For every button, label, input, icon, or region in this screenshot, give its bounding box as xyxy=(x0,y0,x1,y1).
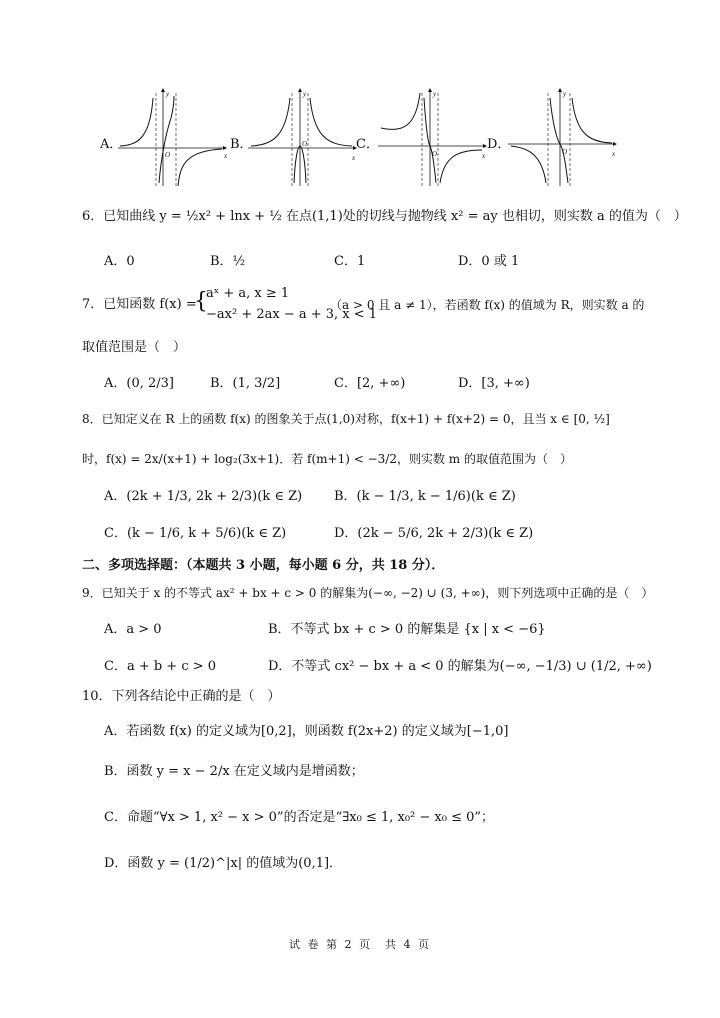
q8-stem-line2: 时，f(x) = 2x/(x+1) + log₂(3x+1)．若 f(m+1) < −3/2，则实数 m 的取值范围为（ ） xyxy=(82,452,572,466)
q9-stem: 9．已知关于 x 的不等式 ax² + bx + c > 0 的解集为(−∞, −2) ∪ (3, +∞)，则下列选项中正确的是（ ） xyxy=(82,586,654,600)
svg-text:x: x xyxy=(482,152,486,160)
page-footer: 试 卷 第 2 页 共 4 页 xyxy=(289,938,431,951)
q5-option-a-label[interactable]: A． xyxy=(100,137,123,152)
q8-option-d[interactable]: D．(2k − 5/6, 2k + 2/3)(k ∈ Z) xyxy=(334,526,534,541)
q7-option-b[interactable]: B．(1, 3/2] xyxy=(210,376,281,391)
q6-stem: 6．已知曲线 y = ½x² + lnx + ½ 在点(1,1)处的切线与抛物线 x² = ay 也相切，则实数 a 的值为（ ） xyxy=(82,209,687,224)
q5-option-d-label[interactable]: D． xyxy=(487,137,511,152)
q7-piece-2: −ax² + 2ax − a + 3, x < 1 xyxy=(206,307,378,322)
x-axis-label: x xyxy=(224,152,228,160)
section-2-title: 二、多项选择题：（本题共 3 小题，每小题 6 分，共 18 分）． xyxy=(82,558,445,573)
q6-option-b[interactable]: B．½ xyxy=(210,254,246,269)
q7-stem-line2: 取值范围是（ ） xyxy=(82,340,187,355)
q5-option-c-label[interactable]: C． xyxy=(356,137,379,152)
q10-option-c[interactable]: C．命题“∀x > 1, x² − x > 0”的否定是“∃x₀ ≤ 1, x₀² − x₀ ≤ 0”； xyxy=(104,810,495,825)
svg-text:y: y xyxy=(303,90,307,98)
svg-text:O: O xyxy=(562,148,568,156)
q6-option-d[interactable]: D．0 或 1 xyxy=(458,254,520,269)
svg-text:O: O xyxy=(432,150,438,158)
q8-option-b[interactable]: B．(k − 1/3, k − 1/6)(k ∈ Z) xyxy=(334,489,516,504)
q8-option-a[interactable]: A．(2k + 1/3, 2k + 2/3)(k ∈ Z) xyxy=(104,489,303,504)
q7-option-a[interactable]: A．(0, 2/3] xyxy=(104,376,174,391)
q9-option-b[interactable]: B．不等式 bx + c > 0 的解集是 {x | x < −6} xyxy=(268,622,546,637)
svg-text:x: x xyxy=(612,150,616,158)
svg-text:O: O xyxy=(302,140,308,148)
q10-option-d[interactable]: D．函数 y = (1/2)^|x| 的值域为(0,1]． xyxy=(104,856,343,871)
svg-text:y: y xyxy=(433,90,437,98)
q7-brace: { xyxy=(194,289,208,314)
q7-option-c[interactable]: C．[2, +∞) xyxy=(334,376,406,391)
q7-stem-prefix: 7．已知函数 f(x) = xyxy=(82,297,197,312)
origin-label: O xyxy=(165,151,171,159)
q5-option-b-label[interactable]: B． xyxy=(230,137,253,152)
y-axis-label: y xyxy=(166,90,170,98)
q6-option-c[interactable]: C．1 xyxy=(334,254,366,269)
q5-graph-b xyxy=(248,88,358,188)
q7-stem-suffix: （a > 0 且 a ≠ 1），若函数 f(x) 的值域为 R，则实数 a 的 xyxy=(330,298,645,312)
q9-option-d[interactable]: D．不等式 cx² − bx + a < 0 的解集为(−∞, −1/3) ∪ (1/2, +∞) xyxy=(268,659,652,674)
q8-option-c[interactable]: C．(k − 1/6, k + 5/6)(k ∈ Z) xyxy=(104,526,287,541)
q7-option-d[interactable]: D．[3, +∞) xyxy=(458,376,530,391)
svg-text:y: y xyxy=(563,90,567,98)
q10-option-a[interactable]: A．若函数 f(x) 的定义域为[0,2]，则函数 f(2x+2) 的定义域为[−1,0] xyxy=(104,724,509,739)
q6-option-a[interactable]: A．0 xyxy=(104,254,135,269)
q10-stem: 10．下列各结论中正确的是（ ） xyxy=(82,689,281,704)
q5-graph-c xyxy=(378,88,488,188)
q9-option-c[interactable]: C．a + b + c > 0 xyxy=(104,659,217,674)
q10-option-b[interactable]: B．函数 y = x − 2/x 在定义域内是增函数； xyxy=(104,764,364,779)
svg-text:x: x xyxy=(352,154,356,162)
q5-graph-d xyxy=(508,88,618,188)
q7-piece-1: aˣ + a, x ≥ 1 xyxy=(206,286,290,301)
q9-option-a[interactable]: A．a > 0 xyxy=(104,622,162,637)
q8-stem-line1: 8．已知定义在 R 上的函数 f(x) 的图象关于点(1,0)对称，f(x+1) + f(x+2) = 0，且当 x ∈ [0, ½] xyxy=(82,412,610,426)
q5-graph-a xyxy=(118,88,228,188)
